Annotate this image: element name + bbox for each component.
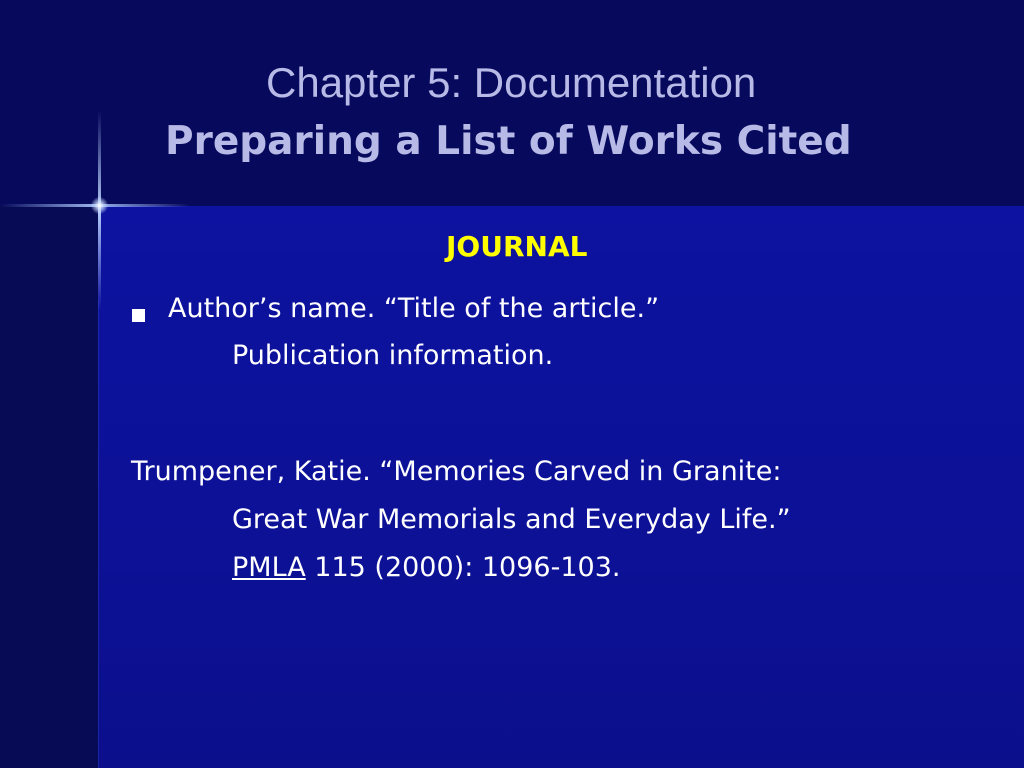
example-citation-line-3 — [232, 553, 620, 583]
content-area — [98, 206, 1024, 768]
slide-subtitle: Preparing a List of Works Cited — [165, 119, 852, 164]
journal-title: PMLA — [232, 552, 306, 583]
bullet-text-line-2: Publication information. — [232, 340, 554, 371]
example-citation-line-2: Great War Memorials and Everyday Life.” — [232, 504, 791, 535]
example-citation-line-1: Trumpener, Katie. “Memories Carved in Granite: — [131, 456, 782, 487]
square-bullet-icon — [132, 309, 145, 322]
section-heading: JOURNAL — [446, 230, 588, 263]
citation-details: 115 (2000): 1096-103. — [305, 552, 621, 583]
star-flare-icon — [91, 197, 108, 214]
bullet-text-line-1: Author’s name. “Title of the article.” — [168, 293, 660, 324]
divider-line — [98, 300, 99, 768]
slide-title: Chapter 5: Documentation — [266, 59, 757, 106]
